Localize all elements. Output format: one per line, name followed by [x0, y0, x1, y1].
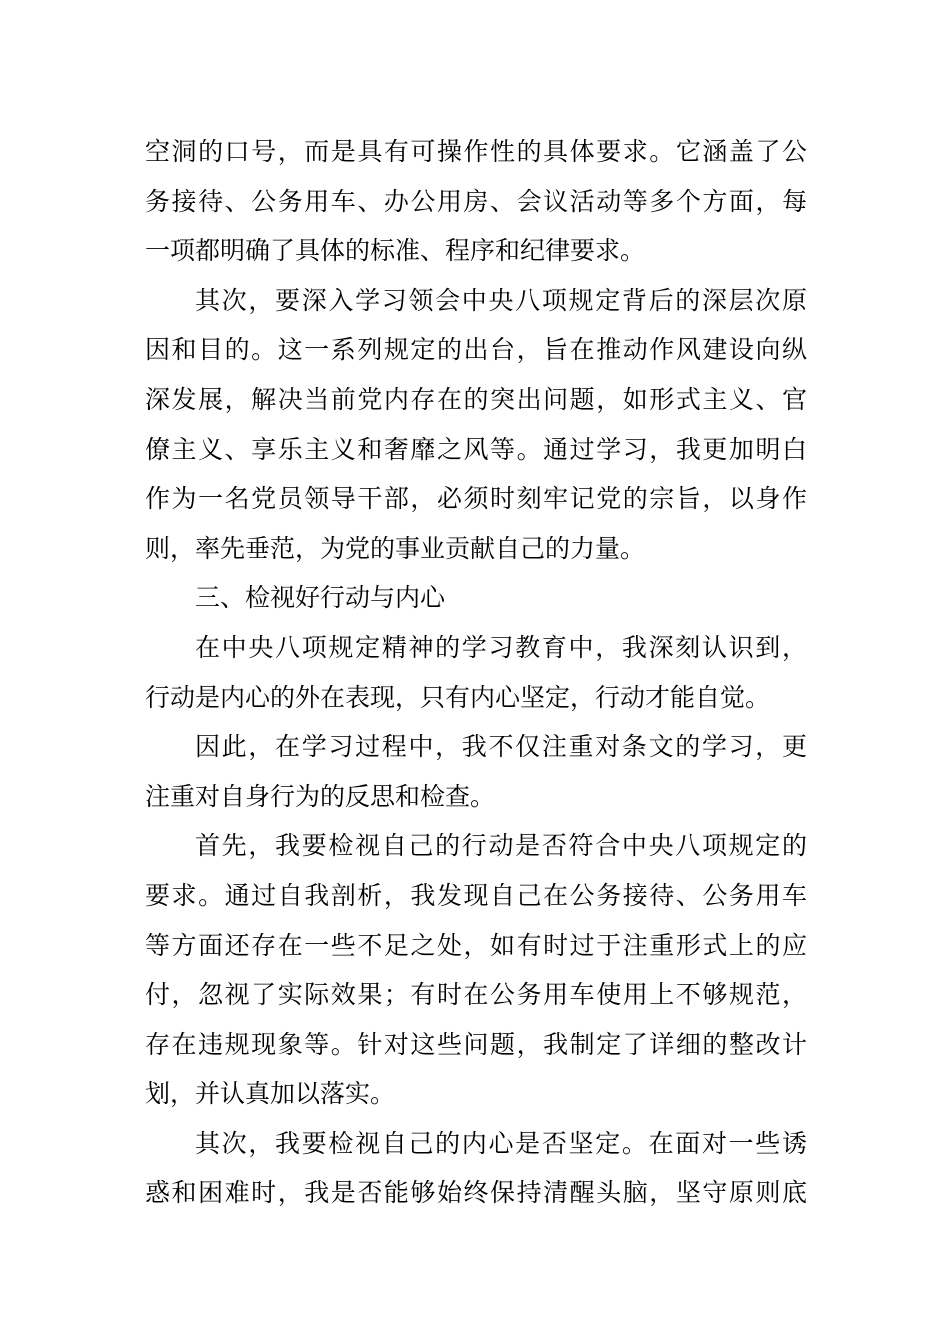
section-heading — [145, 573, 807, 623]
text-line: 等方面还存在一些不足之处，如有时过于注重形式上的应 — [145, 930, 807, 960]
paragraph — [145, 1119, 807, 1218]
text-line: 在中央八项规定精神的学习教育中，我深刻认识到， — [195, 632, 807, 662]
paragraph — [145, 127, 807, 276]
text-line: 因和目的。这一系列规定的出台，旨在推动作风建设向纵 — [145, 335, 807, 365]
text-line: 行动是内心的外在表现，只有内心坚定，行动才能自觉。 — [145, 682, 771, 712]
paragraph — [145, 722, 807, 821]
text-line: 付，忽视了实际效果；有时在公务用车使用上不够规范， — [145, 980, 807, 1010]
text-line: 划，并认真加以落实。 — [145, 1079, 396, 1109]
text-line: 注重对自身行为的反思和检查。 — [145, 781, 496, 811]
document-body — [145, 127, 807, 1218]
text-line: 要求。通过自我剖析，我发现自己在公务接待、公务用车 — [145, 880, 807, 910]
text-line: 其次，我要检视自己的内心是否坚定。在面对一些诱 — [195, 1128, 807, 1158]
text-line: 作为一名党员领导干部，必须时刻牢记党的宗旨，以身作 — [145, 484, 807, 514]
text-line: 其次，要深入学习领会中央八项规定背后的深层次原 — [195, 285, 807, 315]
text-line: 则，率先垂范，为党的事业贡献自己的力量。 — [145, 533, 646, 563]
text-line: 空洞的口号，而是具有可操作性的具体要求。它涵盖了公 — [145, 137, 807, 166]
text-line: 惑和困难时，我是否能够始终保持清醒头脑，坚守原则底 — [145, 1178, 807, 1208]
text-line: 一项都明确了具体的标准、程序和纪律要求。 — [145, 236, 646, 266]
text-line: 务接待、公务用车、办公用房、会议活动等多个方面，每 — [145, 186, 807, 216]
text-line: 存在违规现象等。针对这些问题，我制定了详细的整改计 — [145, 1029, 807, 1059]
text-line: 僚主义、享乐主义和奢靡之风等。通过学习，我更加明白 — [145, 434, 807, 464]
text-line: 因此，在学习过程中，我不仅注重对条文的学习，更 — [195, 732, 807, 762]
paragraph — [145, 623, 807, 722]
paragraph — [145, 821, 807, 1119]
paragraph — [145, 276, 807, 574]
text-line: 深发展，解决当前党内存在的突出问题，如形式主义、官 — [145, 384, 807, 414]
heading-text: 三、检视好行动与内心 — [195, 583, 446, 613]
text-line: 首先，我要检视自己的行动是否符合中央八项规定的 — [195, 831, 807, 861]
